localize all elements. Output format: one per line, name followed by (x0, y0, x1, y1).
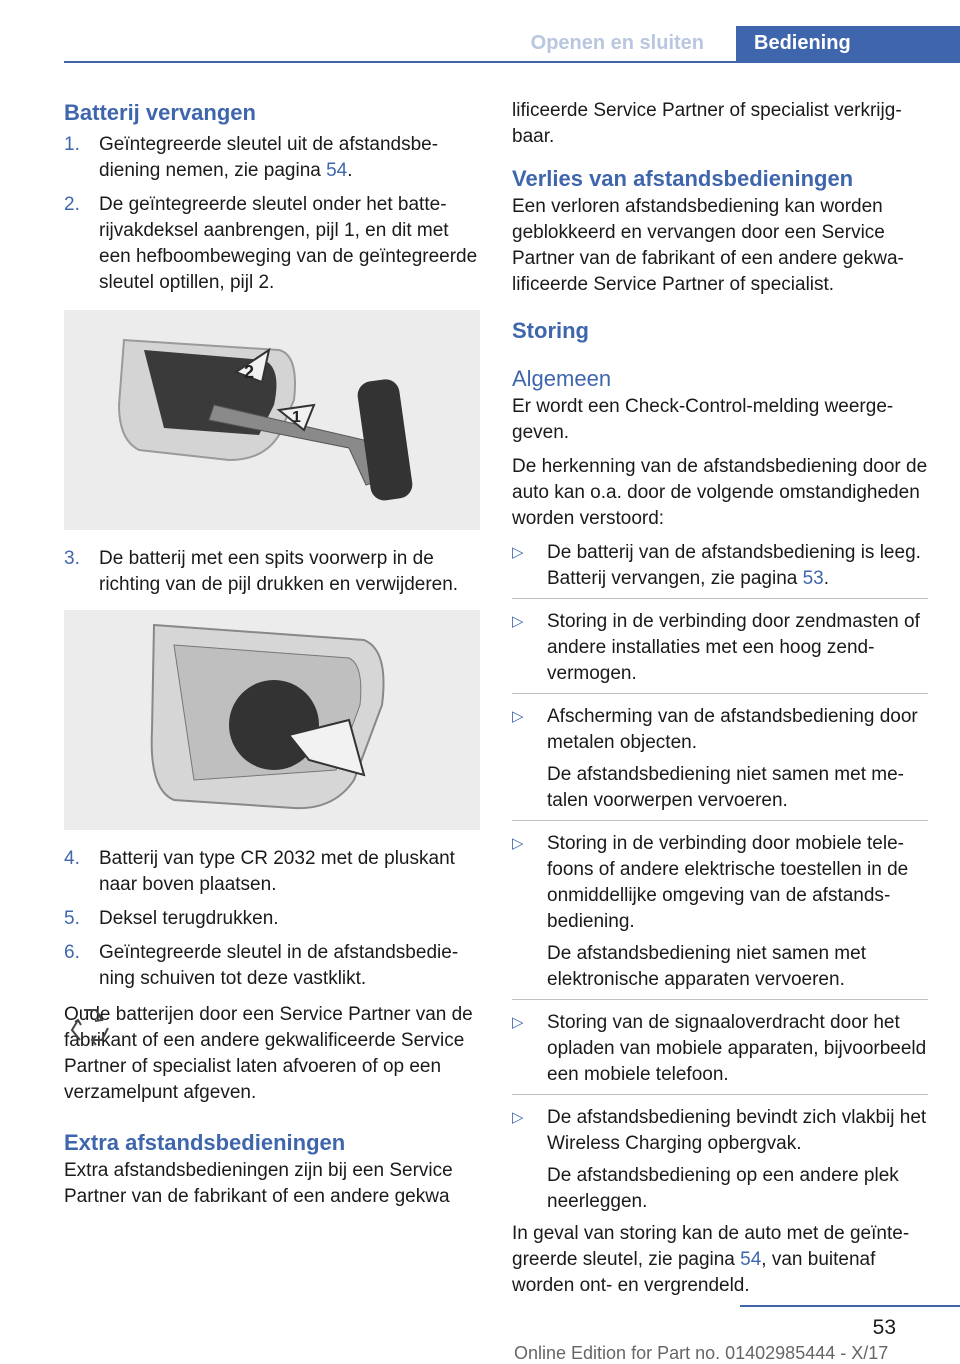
header-rule (64, 61, 960, 63)
recycle-text: Oude batterijen door een Service Partner van de fabrikant of een andere gekwalificeerde Service Partner of specialist laten afvoeren of op een verzamelpunt afgeven. (64, 1004, 473, 1103)
general-text-2: De herkenning van de afstandsbediening door de auto kan o.a. door de volgende omstandigheden worden verstoord: (512, 456, 928, 529)
recycle-note (64, 1002, 480, 1106)
bullet-arrow-icon: ▷ (512, 613, 524, 630)
bullet-text: Storing in de verbinding door mobiele telefoons of andere elektrische toestellen in de onmiddellijke omgeving van de afstandsbediening. (547, 833, 909, 932)
battery-removal-illustration (64, 610, 480, 830)
step-number: 4. (64, 848, 80, 869)
edition-note: Online Edition for Part no. 01402985444 - X/17 (514, 1343, 889, 1363)
divider (512, 1094, 928, 1095)
bullet-arrow-icon: ▷ (512, 1014, 524, 1031)
step-2 (64, 192, 480, 296)
bullet-text: Storing in de verbinding door zendmasten of andere installaties met een hoog zendvermogen. (547, 611, 920, 684)
header-chapter-tab[interactable]: Bediening (736, 26, 960, 61)
extra-remotes-continued: lificeerde Service Partner of specialist verkrijgbaar. (512, 100, 902, 147)
general-text-1: Er wordt een Check-Control-melding weergegeven. (512, 396, 894, 443)
bullet-arrow-icon: ▷ (512, 708, 524, 725)
step-text: De batterij met een spits voorwerp in de richting van de pijl drukken en verwijderen. (99, 548, 459, 595)
arrow-label-1: 1 (292, 409, 301, 426)
step-number: 1. (64, 134, 80, 155)
right-column (512, 98, 928, 1299)
fault-heading: Storing (512, 318, 589, 343)
page-number: 53 (872, 1316, 896, 1339)
extra-remotes-heading: Extra afstandsbedieningen (64, 1130, 346, 1155)
page-link[interactable]: 53 (802, 568, 824, 589)
bullet-arrow-icon: ▷ (512, 835, 524, 852)
step-text: Deksel terugdrukken. (99, 908, 279, 929)
bullet-item (512, 704, 928, 756)
bullet-subtext: De afstandsbediening niet samen met elektronische apparaten vervoeren. (547, 943, 866, 990)
general-heading: Algemeen (512, 366, 612, 391)
bullet-text: Storing van de signaaloverdracht door het opladen van mobiele apparaten, bijvoorbeeld een mobiele telefoon. (547, 1012, 927, 1085)
bullet-subtext: De afstandsbediening op een andere plek neerleggen. (547, 1165, 899, 1212)
step-number: 5. (64, 908, 80, 929)
bullet-text: Afscherming van de afstandsbediening door metalen objecten. (547, 706, 918, 753)
header-section-tab[interactable]: Openen en sluiten (530, 32, 704, 54)
closing-text: In geval van storing kan de auto met de geïntegreerde sleutel, zie pagina 54, van buitenaf worden ont- en vergrendeld. (512, 1223, 910, 1296)
bullet-arrow-icon: ▷ (512, 544, 524, 561)
arrow-label-2: 2 (244, 362, 255, 382)
step-6 (64, 940, 480, 992)
divider (512, 820, 928, 821)
step-number: 2. (64, 194, 80, 215)
step-3 (64, 546, 480, 598)
bullet-item (512, 1105, 928, 1157)
step-5 (64, 906, 480, 932)
bullet-item (512, 609, 928, 687)
step-text: Batterij van type CR 2032 met de pluskant naar boven plaatsen. (99, 848, 455, 895)
left-column (64, 98, 480, 1210)
divider (512, 598, 928, 599)
figure-battery-removal (64, 610, 480, 830)
divider (512, 693, 928, 694)
bullet-item (512, 1010, 928, 1088)
bullet-subtext: De afstandsbediening niet samen met metalen voorwerpen vervoeren. (547, 764, 904, 811)
bullet-item (512, 540, 928, 592)
step-text: Geïntegreerde sleutel uit de afstandsbediening nemen, zie pagina 54. (99, 134, 439, 181)
battery-heading: Batterij vervangen (64, 100, 256, 125)
step-text: Geïntegreerde sleutel in de afstandsbediening schuiven tot deze vastklikt. (99, 942, 459, 989)
page-link[interactable]: 54 (740, 1249, 762, 1270)
step-number: 3. (64, 548, 80, 569)
lost-remotes-heading: Verlies van afstandsbedieningen (512, 166, 854, 191)
lost-remotes-text: Een verloren afstandsbediening kan worden geblokkeerd en vervangen door een Service Partner van de fabrikant of een andere gekwalificeerde Service Partner of specialist. (512, 196, 904, 295)
bullet-item (512, 831, 928, 935)
page-link[interactable]: 54 (326, 160, 348, 181)
bullet-arrow-icon: ▷ (512, 1109, 524, 1126)
recycle-icon (64, 1002, 116, 1054)
extra-remotes-text: Extra afstandsbedieningen zijn bij een Service Partner van de fabrikant of een andere gekwa (64, 1160, 453, 1207)
step-1 (64, 132, 480, 184)
figure-key-lever (64, 310, 480, 530)
bullet-text: De afstandsbediening bevindt zich vlakbij het Wireless Charging opbergvak. (547, 1107, 927, 1154)
key-lever-illustration (64, 310, 480, 530)
divider (512, 999, 928, 1000)
step-4 (64, 846, 480, 898)
footer-rule (740, 1305, 960, 1307)
step-text: De geïntegreerde sleutel onder het batterijvakdeksel aanbrengen, pijl 1, en dit met een hefboombeweging van de geïntegreerde sleutel optillen, pijl 2. (99, 194, 478, 293)
step-number: 6. (64, 942, 80, 963)
bullet-text: De batterij van de afstandsbediening is leeg. Batterij vervangen, zie pagina 53. (547, 542, 921, 589)
